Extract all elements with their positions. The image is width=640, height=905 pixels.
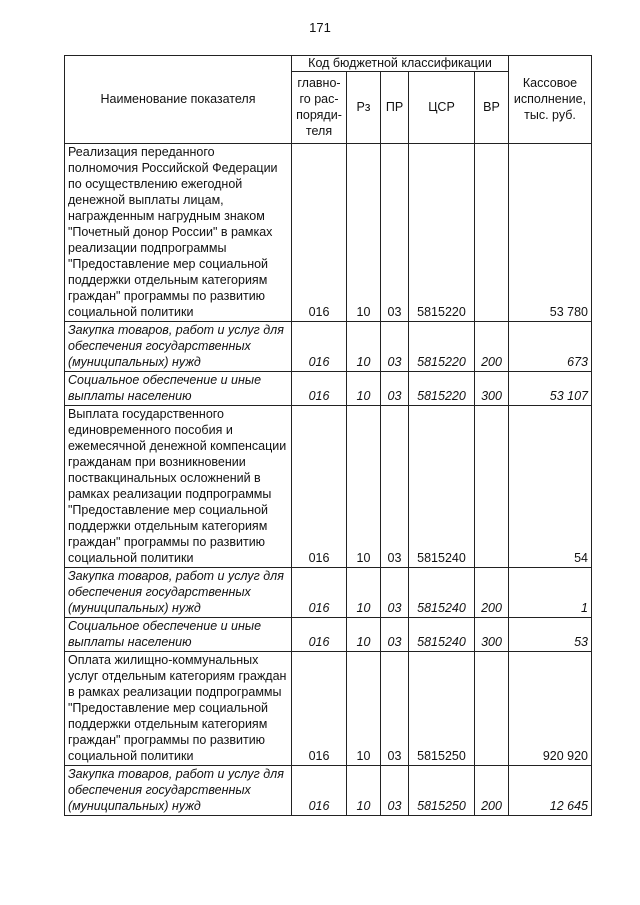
- row-name: Выплата государственного единовременного пособия и ежемесячной денежной компенсации гражданам при возникновении поствакцинальных осложнений в рамках реализации подпрограммы "Предоставление мер социальной поддержки отдельным категориям граждан" программы по развитию социальной политики: [65, 406, 292, 568]
- row-amount: 673: [509, 322, 592, 372]
- row-amount: 53: [509, 618, 592, 652]
- header-cash-execution: Кассовое исполнение, тыс. руб.: [509, 56, 592, 144]
- budget-table: [64, 55, 592, 816]
- row-vr: 200: [475, 568, 509, 618]
- header-target-article: ЦСР: [409, 72, 475, 144]
- table-row: [65, 322, 592, 372]
- row-name: Закупка товаров, работ и услуг для обеспечения государственных (муниципальных) нужд: [65, 568, 292, 618]
- table-row: [65, 568, 592, 618]
- row-vr: [475, 406, 509, 568]
- row-name: Реализация переданного полномочия Российской Федерации по осуществлению ежегодной денежной выплаты лицам, награжденным нагрудным знаком "Почетный донор России" в рамках реализации подпрограммы "Предоставление мер социальной поддержки отдельным категориям граждан" программы по развитию социальной политики: [65, 144, 292, 322]
- row-vr: 200: [475, 766, 509, 816]
- row-csr: 5815240: [409, 618, 475, 652]
- row-amount: 12 645: [509, 766, 592, 816]
- header-name: Наименование показателя: [65, 56, 292, 144]
- row-rz: 10: [347, 766, 381, 816]
- table-row: [65, 144, 592, 322]
- row-csr: 5815220: [409, 322, 475, 372]
- table-row: [65, 766, 592, 816]
- header-subsection: ПР: [381, 72, 409, 144]
- row-gr: 016: [292, 144, 347, 322]
- row-csr: 5815240: [409, 406, 475, 568]
- row-csr: 5815220: [409, 144, 475, 322]
- row-vr: 300: [475, 618, 509, 652]
- row-gr: 016: [292, 652, 347, 766]
- page-number: 171: [309, 20, 331, 35]
- row-vr: 200: [475, 322, 509, 372]
- row-gr: 016: [292, 618, 347, 652]
- row-name: Закупка товаров, работ и услуг для обеспечения государственных (муниципальных) нужд: [65, 322, 292, 372]
- row-vr: 300: [475, 372, 509, 406]
- row-gr: 016: [292, 766, 347, 816]
- header-section: Рз: [347, 72, 381, 144]
- row-rz: 10: [347, 372, 381, 406]
- row-pr: 03: [381, 322, 409, 372]
- row-name: Закупка товаров, работ и услуг для обеспечения государственных (муниципальных) нужд: [65, 766, 292, 816]
- row-gr: 016: [292, 406, 347, 568]
- row-pr: 03: [381, 568, 409, 618]
- row-amount: 53 780: [509, 144, 592, 322]
- row-name: Социальное обеспечение и иные выплаты населению: [65, 372, 292, 406]
- row-vr: [475, 652, 509, 766]
- row-gr: 016: [292, 568, 347, 618]
- table-row: [65, 618, 592, 652]
- row-gr: 016: [292, 372, 347, 406]
- header-main-manager: главно-го рас-поряди-теля: [292, 72, 347, 144]
- row-amount: 920 920: [509, 652, 592, 766]
- row-rz: 10: [347, 144, 381, 322]
- row-rz: 10: [347, 406, 381, 568]
- row-csr: 5815250: [409, 766, 475, 816]
- row-name: Оплата жилищно-коммунальных услуг отдельным категориям граждан в рамках реализации подпрограммы "Предоставление мер социальной поддержки отдельным категориям граждан" программы по развитию социальной политики: [65, 652, 292, 766]
- row-pr: 03: [381, 144, 409, 322]
- row-pr: 03: [381, 652, 409, 766]
- table-row: [65, 372, 592, 406]
- row-csr: 5815240: [409, 568, 475, 618]
- row-rz: 10: [347, 568, 381, 618]
- row-rz: 10: [347, 652, 381, 766]
- row-name: Социальное обеспечение и иные выплаты населению: [65, 618, 292, 652]
- header-expense-type: ВР: [475, 72, 509, 144]
- row-csr: 5815220: [409, 372, 475, 406]
- row-pr: 03: [381, 766, 409, 816]
- row-pr: 03: [381, 372, 409, 406]
- row-amount: 53 107: [509, 372, 592, 406]
- header-budget-classification: Код бюджетной классификации: [292, 56, 509, 72]
- row-amount: 54: [509, 406, 592, 568]
- table-row: [65, 652, 592, 766]
- row-pr: 03: [381, 406, 409, 568]
- row-rz: 10: [347, 322, 381, 372]
- row-pr: 03: [381, 618, 409, 652]
- row-csr: 5815250: [409, 652, 475, 766]
- table-row: [65, 406, 592, 568]
- row-amount: 1: [509, 568, 592, 618]
- row-gr: 016: [292, 322, 347, 372]
- row-vr: [475, 144, 509, 322]
- row-rz: 10: [347, 618, 381, 652]
